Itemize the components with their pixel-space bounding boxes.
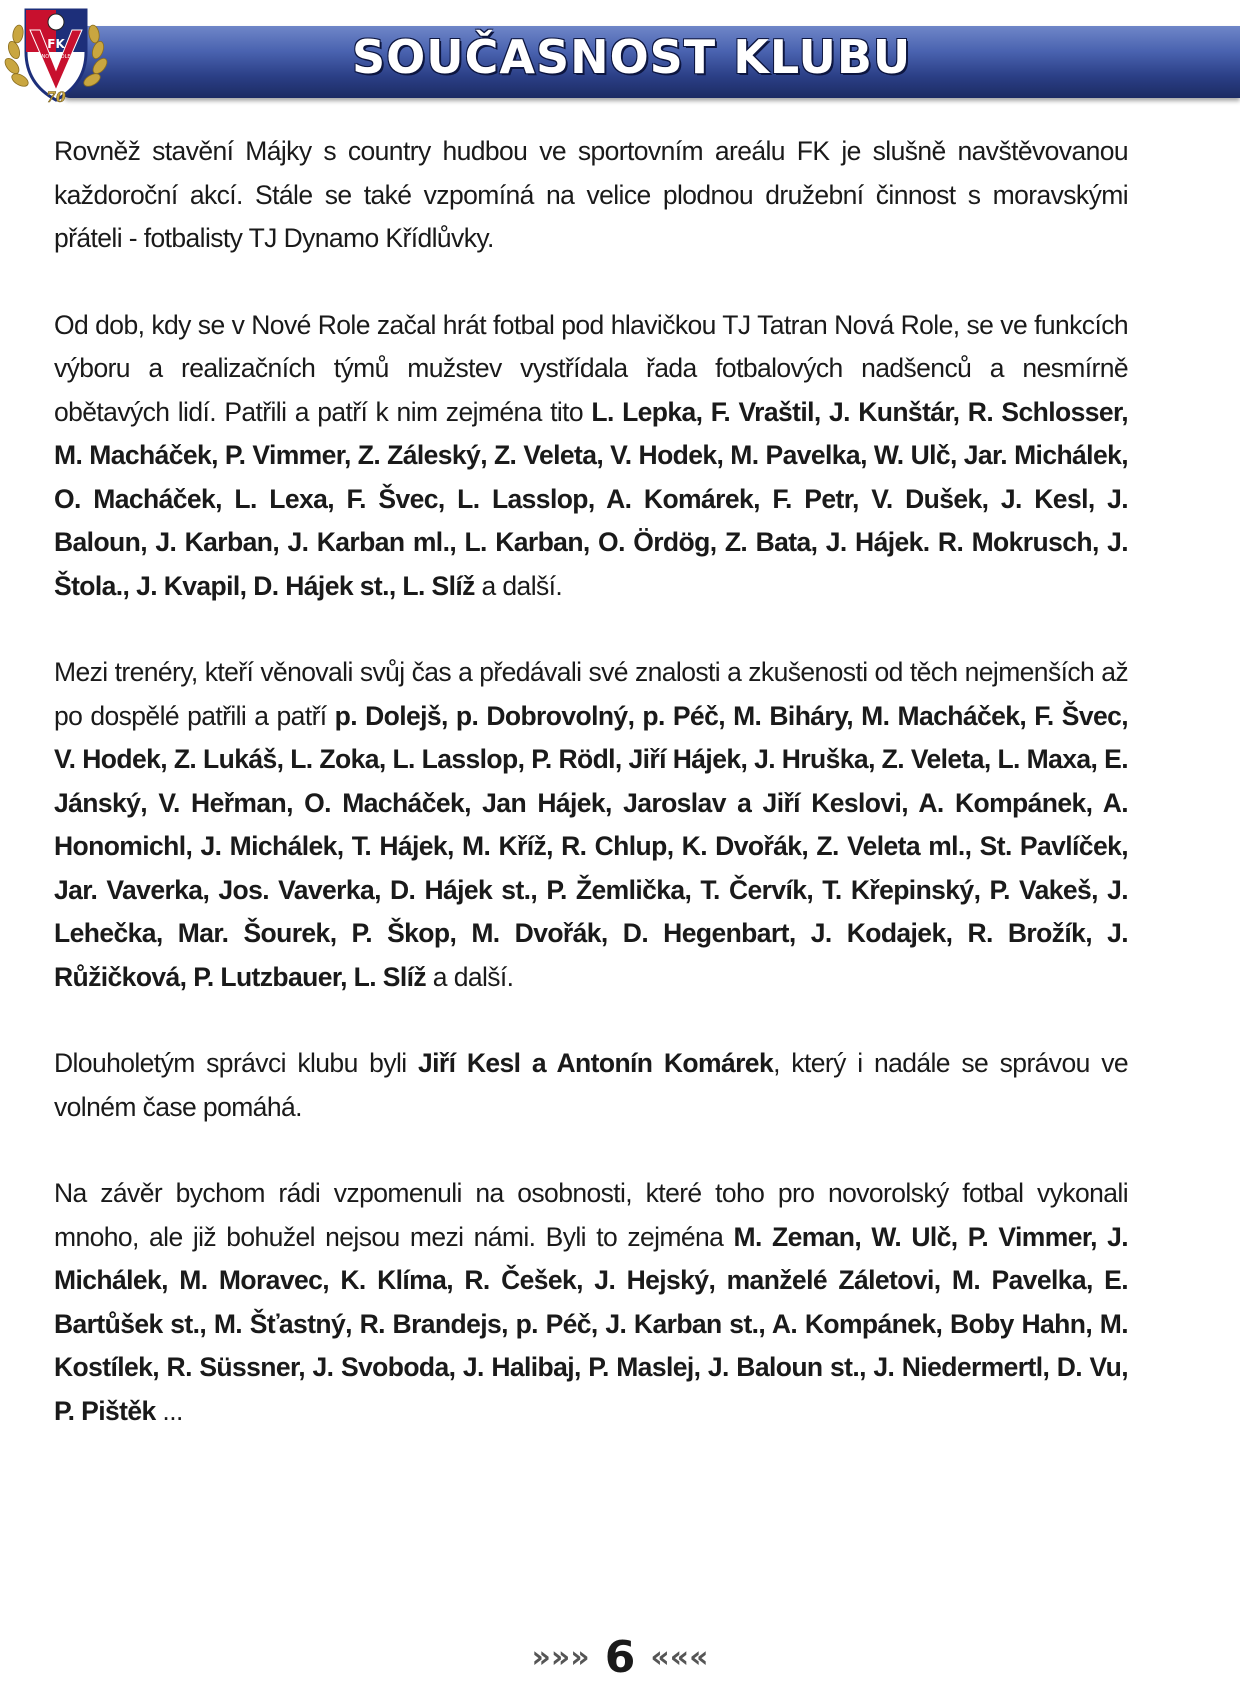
chevrons-right-icon: »»»	[531, 1640, 590, 1675]
club-logo	[0, 0, 112, 112]
paragraph-text: a další.	[426, 961, 514, 992]
page-footer	[0, 1632, 1240, 1683]
page-number: 6	[604, 1632, 636, 1683]
paragraph-club-administrators	[54, 1042, 1128, 1129]
paragraph-text: Dlouholetým správci klubu byli	[54, 1048, 419, 1078]
paragraph-text: Na závěr bychom rádi vzpomenuli na osobnosti, které toho pro novorolský fotbal vykonali mnoho, ale již bohužel nejsou mezi námi. Byli to zejména	[54, 1178, 1128, 1252]
article-body	[54, 130, 1128, 1433]
paragraph-coaches	[54, 651, 1128, 999]
names-list: M. Zeman, W. Ulč, P. Vimmer, J. Michálek, M. Moravec, K. Klíma, R. Češek, J. Hejský, manželé Záletovi, M. Pavelka, E. Bartůšek st., M. Šťastný, R. Brandejs, p. Péč, J. Karban st., A. Kompánek, Boby Hahn, M. Kostílek, R. Süssner, J. Svoboda, J. Halibaj, P. Maslej, J. Baloun st., J. Niedermertl, D. Vu, P. Pištěk	[54, 1221, 1128, 1426]
paragraph-text: , který i nadále se správou ve volném čase pomáhá.	[54, 1048, 1128, 1122]
logo-club-name: NOVÁ ROLE	[41, 54, 71, 60]
names-list: Jiří Kesl a Antonín Komárek	[418, 1048, 774, 1078]
names-list: L. Lepka, F. Vraštil, J. Kunštár, R. Schlosser, M. Macháček, P. Vimmer, Z. Záleský, Z. Veleta, V. Hodek, M. Pavelka, W. Ulč, Jar. Michálek, O. Macháček, L. Lexa, F. Švec, L. Lasslop, A. Komárek, F. Petr, V. Dušek, J. Kesl, J. Baloun, J. Karban, J. Karban ml., L. Karban, O. Ördög, Z. Bata, J. Hájek. R. Mokrusch, J. Štola., J. Kvapil, D. Hájek st., L. Slíž	[54, 396, 1128, 601]
paragraph-text: Rovněž stavění Májky s country hudbou ve sportovním areálu FK je slušně navštěvovanou každoroční akcí. Stále se také vzpomíná na velice plodnou družební činnost s moravskými přáteli - fotbalisty TJ Dynamo Křídlůvky.	[54, 136, 1128, 253]
chevrons-left-icon: «««	[650, 1640, 709, 1675]
paragraph-memorial	[54, 1172, 1128, 1433]
paragraph-text: Od dob, kdy se v Nové Role začal hrát fotbal pod hlavičkou TJ Tatran Nová Role, se ve funkcích výboru a realizačních týmů mužstev vystřídala řada fotbalových nadšenců a nesmírně obětavých lidí. Patřili a patří k nim zejména tito	[54, 309, 1128, 427]
paragraph-text: ...	[155, 1395, 183, 1426]
paragraph-majka	[54, 130, 1128, 261]
paragraph-text: a další.	[474, 570, 563, 601]
paragraph-committee-members	[54, 304, 1128, 609]
paragraph-text: Mezi trenéry, kteří věnovali svůj čas a předávali své znalosti a zkušenosti od těch nejmenších až po dospělé patřili a patří	[54, 657, 1128, 731]
logo-anniversary-number: 70	[46, 90, 66, 106]
ball-icon	[48, 14, 64, 30]
page-title: SOUČASNOST KLUBU	[352, 30, 912, 84]
names-list: p. Dolejš, p. Dobrovolný, p. Péč, M. Biháry, M. Macháček, F. Švec, V. Hodek, Z. Lukáš, L. Zoka, L. Lasslop, P. Rödl, Jiří Hájek, J. Hruška, Z. Veleta, L. Maxa, E. Jánský, V. Heřman, O. Macháček, Jan Hájek, Jaroslav a Jiří Keslovi, A. Kompánek, A. Honomichl, J. Michálek, T. Hájek, M. Kříž, R. Chlup, K. Dvořák, Z. Veleta ml., St. Pavlíček, Jar. Vaverka, Jos. Vaverka, D. Hájek st., P. Žemlička, T. Červík, T. Křepinský, P. Vakeš, J. Lehečka, Mar. Šourek, P. Škop, M. Dvořák, D. Hegenbart, J. Kodajek, R. Brožík, J. Růžičková, P. Lutzbauer, L. Slíž	[54, 700, 1128, 992]
logo-fk-text: FK	[47, 37, 65, 51]
